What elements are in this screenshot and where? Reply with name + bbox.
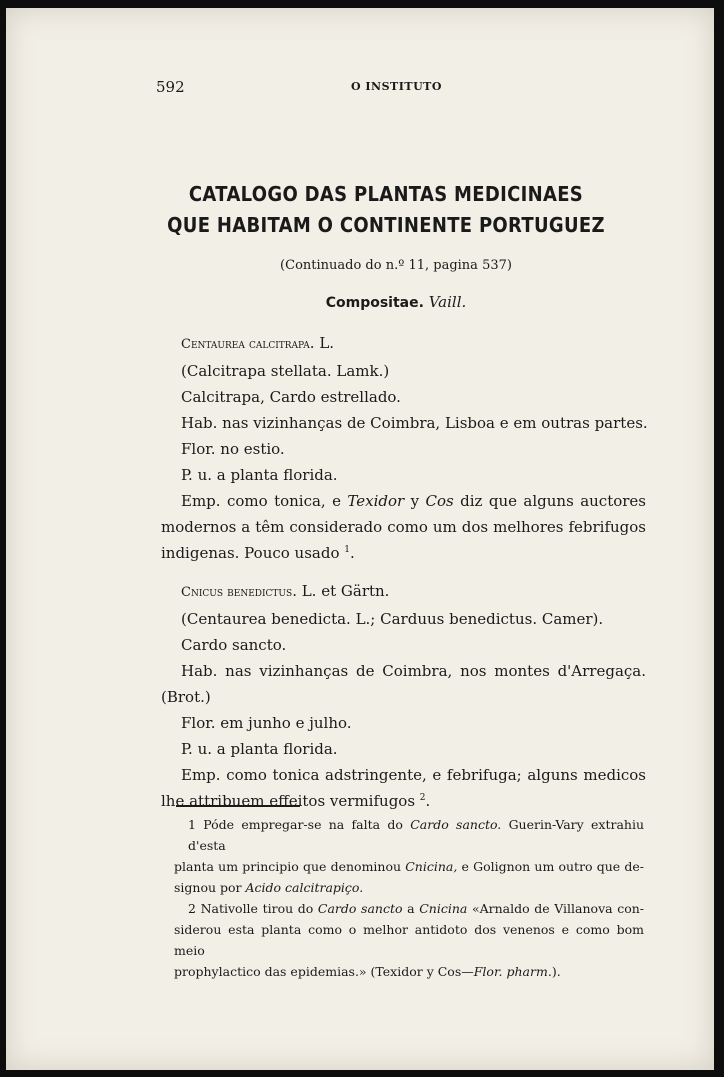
footnote-ref: 1	[344, 545, 350, 555]
habitat-line: Hab. nas vizinhanças de Coimbra, nos montes d'Arregaça.	[181, 662, 646, 680]
common-name-line: Calcitrapa, Cardo estrellado.	[181, 388, 401, 406]
footnote-1: 1 Póde empregar-se na falta do Cardo sancto. Guerin-Vary extrahiu d'esta	[188, 817, 645, 853]
use-line: Emp. como tonica, e Texidor y Cos diz que alguns auctores	[181, 492, 646, 510]
entry-heading	[161, 330, 646, 358]
common-name-line: Cardo sancto.	[181, 636, 287, 654]
footnotes	[174, 814, 644, 982]
use-line: modernos a têm considerado como um dos melhores febrifugos	[161, 518, 646, 536]
part-used-line: P. u. a planta florida.	[181, 740, 338, 758]
page-number: 592	[156, 78, 185, 96]
genus-author: . L. et Gärtn.	[292, 582, 390, 600]
footnote-2-cont: prophylactico das epidemias.» (Texidor y Cos—Flor. pharm.).	[174, 964, 561, 979]
use-line: Emp. como tonica adstringente, e febrifuga; alguns medicos	[181, 766, 646, 784]
synonym-line: (Centaurea benedicta. L.; Carduus benedictus. Camer).	[181, 610, 604, 628]
genus-name: Cnicus benedictus	[181, 585, 293, 600]
use-line: lhe attribuem effeitos vermifugos $^2$.	[161, 792, 431, 810]
page-title-line-2: QUE HABITAM O CONTINENTE PORTUGUEZ	[167, 213, 605, 238]
family-heading	[156, 293, 636, 311]
footnote-1-cont: planta um principio que denominou Cnicina, e Golignon um outro que de-	[174, 859, 645, 874]
footnote-rule	[176, 805, 300, 807]
part-used-line: P. u. a planta florida.	[181, 466, 338, 484]
habitat-line: Hab. nas vizinhanças de Coimbra, Lisboa e em outras partes.	[181, 414, 648, 432]
family-name: Compositae.	[325, 295, 424, 311]
footnote-2: 2 Nativolle tirou do Cardo sancto a Cnicina «Arnaldo de Villanova con-	[188, 901, 645, 916]
synonym-line: (Calcitrapa stellata. Lamk.)	[181, 362, 390, 380]
genus-name: Centaurea calcitrapa	[181, 337, 310, 352]
habitat-line: (Brot.)	[161, 688, 211, 706]
use-line: indigenas. Pouco usado $^1$.	[161, 544, 355, 562]
flowering-line: Flor. em junho e julho.	[181, 714, 352, 732]
footnote-2-cont: siderou esta planta como o melhor antidoto dos venenos e como bom meio	[174, 922, 644, 958]
running-header	[156, 78, 636, 102]
footnote-ref: 2	[419, 793, 426, 803]
page-title-line-1: CATALOGO DAS PLANTAS MEDICINAES	[188, 182, 584, 207]
page-sheet	[6, 8, 714, 1070]
footnote-1-cont: signou por Acido calcitrapiço.	[174, 880, 364, 895]
family-author: Vaill.	[428, 293, 467, 311]
genus-author: . L.	[309, 334, 335, 352]
entry-cnicus	[161, 578, 646, 814]
continuation-note: (Continuado do n.º 11, pagina 537)	[280, 258, 512, 273]
entry-centaurea	[161, 330, 646, 566]
flowering-line: Flor. no estio.	[181, 440, 285, 458]
running-title: O INSTITUTO	[351, 80, 442, 93]
entry-heading	[161, 578, 646, 606]
